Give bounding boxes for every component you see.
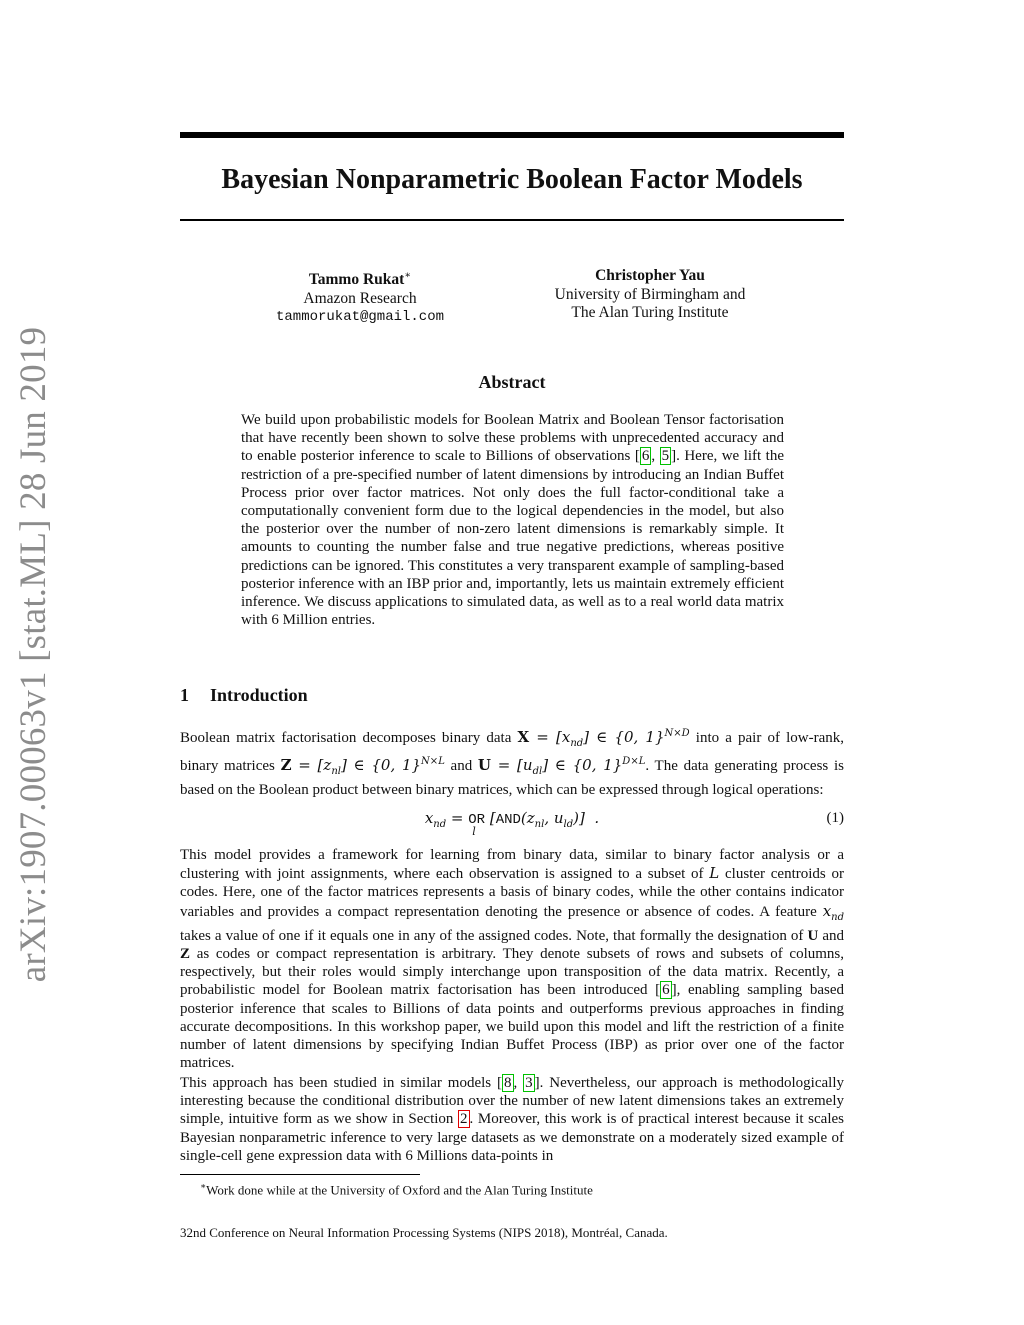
math-inline: Z [180,946,191,963]
math-inline: $x_{nd}$ [822,901,844,923]
paragraph-text: takes a value of one if it equals one in any of the assigned codes. Note, that formally the designation of [180,927,808,944]
section-heading [180,683,308,707]
paragraph-text: . Moreover, this work is of practical interest because it scales Bayesian nonparametric inference to very large datasets as we demonstrate on a moderately sized example of single-cell gene expression data with 6 Millions data-points in [180,1111,844,1164]
citation-link[interactable]: 5 [661,448,670,465]
author-affiliation: Amazon Research [303,289,417,307]
equation-1 [180,808,844,838]
equation-number: (1) [826,810,844,826]
paragraph-text: This model provides a framework for learning from binary data, similar to binary factor analysis or a clustering with joint assignments, where each observation is assigned to a subset of [180,847,844,883]
abstract-text [241,411,784,629]
citation-link[interactable]: 3 [525,1075,533,1091]
paragraph-text: Boolean matrix factorisation decomposes binary data [180,730,518,746]
math-inline: $U = [u_{dl}]$ ∈ {0, 1}$^{D\times L}$ [477,756,646,778]
arxiv-id: arXiv:1907.00063v1 [stat.ML] 28 Jun 2019 [13,326,55,982]
equation-body: $x_{nd}$ = OR l [$AND(z_{nl}$, $u_{ld}$)] . [424,809,600,838]
abstract-text-part: We build upon probabilistic models for Boolean Matrix and Boolean Tensor factorisation that have recently been shown to solve these problems with unprecedented accuracy and to enable posterior inference to scale to Billions of observations [ [241,412,784,465]
footnote-text: Work done while at the University of Oxford and the Alan Turing Institute [206,1182,593,1198]
abstract-text-part: ]. Here, we lift the restriction of a pre-specified number of latent dimensions by introducing an Indian Buffet Process prior over factor matrices. Not only does the full factor-conditional take a computationally convenient form due to the logical dependencies in the model, but also the posterior over the number of non-zero latent dimensions is remarkably simple. It amounts to counting the number false and true negative predictions, whereas positive predictions can be ignored. This constitutes a very transparent example of sampling-based posterior inference with an IBP prior and, importantly, lets us maintain extremely efficient inference. We discuss applications to simulated data, as well as to a real world data matrix with 6 Million entries. [241,448,785,629]
math-inline: L [709,864,720,883]
citation-link[interactable]: 6 [662,982,670,999]
abstract-heading: Abstract [478,372,546,392]
paragraph-text: and [818,927,844,944]
author-affiliation: University of Birmingham and [554,285,746,303]
citation-link[interactable]: 8 [504,1075,512,1091]
math-inline: $Z = [z_{nl}]$ ∈ {0, 1}$^{N\times L}$ [280,756,445,778]
citation-separator: , [651,448,660,465]
paragraph-text: cluster centroids or codes. Here, one of the factor matrices represents a basis of binary codes, while the other contains indicator variables and provides a compact representation denoting the presence or absence of codes. A feature [180,866,844,920]
author-footnote-mark: ∗ [404,270,412,281]
author-name: Tammo Rukat [308,271,405,289]
title-top-rule [180,132,844,138]
section-reference-link[interactable]: 2 [460,1111,468,1128]
conference-venue: 32nd Conference on Neural Information Processing Systems (NIPS 2018), Montréal, Canada. [180,1225,668,1240]
paragraph-text: as codes or compact representation is arbitrary. They denote subsets of rows and subsets of columns, respectively, but their roles would simply interchange upon transposition of the data matrix. Recently, a probabilistic model for Boolean matrix factorisation has been introduced [ [180,946,844,999]
paragraph-text: into a pair of low-rank, binary matrices [180,730,844,775]
title-bottom-rule [180,219,844,221]
section-number: 1 [180,685,189,705]
author-affiliation: The Alan Turing Institute [571,304,729,321]
citation-separator: , [513,1075,524,1091]
footnote-rule [180,1174,420,1175]
author-block-2 [520,267,780,323]
intro-paragraph-3 [180,1074,844,1165]
intro-paragraph-2 [180,846,844,1072]
intro-paragraph-1 [180,725,844,800]
paragraph-text: This approach has been studied in similar models [ [180,1075,503,1091]
math-inline: U [807,927,819,944]
paragraph-text: ]. Nevertheless, our approach is methodologically interesting because the conditional distribution over the number of new latent dimensions takes an extremely simple, intuitive form as we show in Section [180,1075,844,1128]
math-inline: $X = [x_{nd}]$ ∈ {0, 1}$^{N\times D}$ [517,728,690,749]
paper-title: Bayesian Nonparametric Boolean Factor Models [221,164,803,195]
section-title: Introduction [210,685,308,705]
paragraph-text: . The data generating process is based on the Boolean product between binary matrices, which can be expressed through logical operations: [180,758,844,799]
footnote [200,1178,593,1198]
footnote-mark: ∗ [200,1181,207,1191]
citation-link[interactable]: 6 [641,448,650,465]
paragraph-text: ], enabling sampling based posterior inference that scales to Billions of data points and outperforms previous approaches in finding accurate decompositions. In this workshop paper, we build upon this model and lift the restriction of a finite number of latent dimensions by specifying Indian Buffet Process (IBP) as prior over one of the factor matrices. [180,982,844,1072]
paragraph-text: and [444,758,478,775]
arxiv-stamp [8,326,60,982]
author-name: Christopher Yau [595,267,705,284]
author-block-1 [240,267,480,327]
author-email[interactable]: tammorukat@gmail.com [275,309,445,326]
